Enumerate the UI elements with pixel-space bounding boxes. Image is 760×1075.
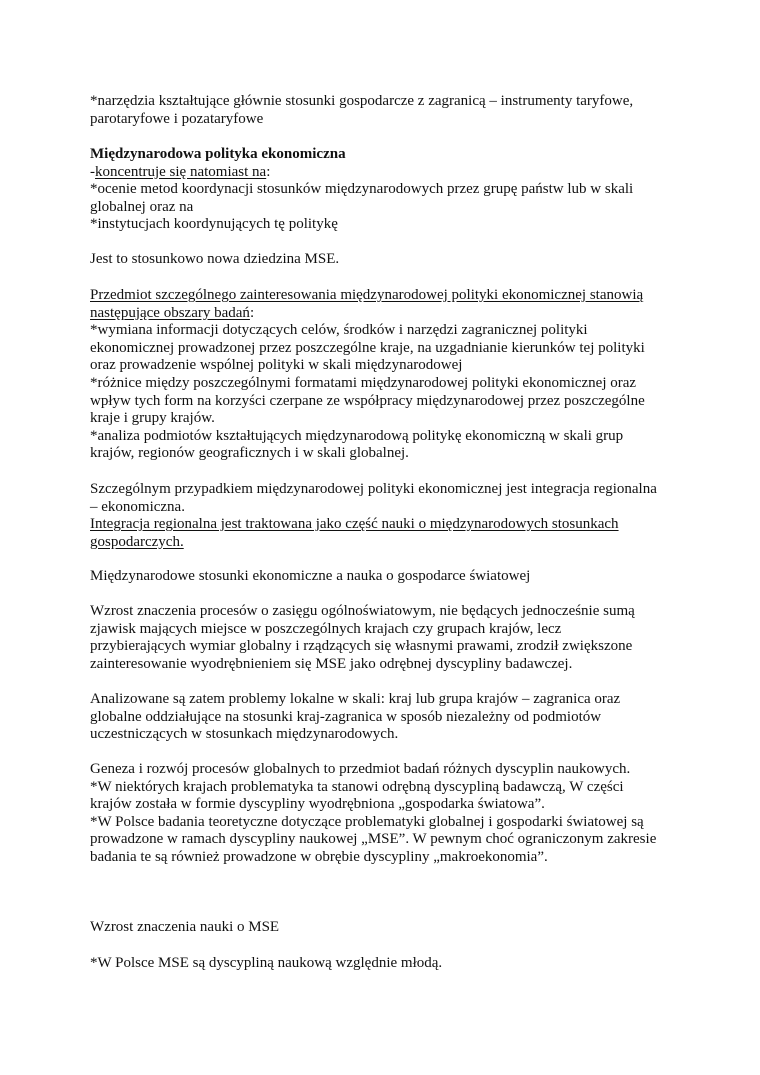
text-line: *analiza podmiotów kształtujących międzynarodową politykę ekonomiczną w skali grup <box>90 427 624 444</box>
text-line: prowadzone w ramach dyscypliny naukowej „MSE”. W pewnym choć ograniczonym zakresie <box>90 831 657 848</box>
paragraph-growth-heading <box>90 919 690 937</box>
underlined-phrase: koncentruje się natomiast na <box>95 163 267 180</box>
text-line: Geneza i rozwój procesów globalnych to przedmiot badań różnych dyscyplin naukowych. <box>90 761 631 777</box>
text-line: globalne oddziałujące na stosunki kraj-zagranica w sposób niezależny od podmiotów <box>90 708 602 725</box>
text-line: – ekonomiczna. <box>90 498 185 515</box>
section-international-economic-policy <box>90 146 690 234</box>
paragraph-poland <box>90 955 690 973</box>
section-heading: Wzrost znaczenia nauki o MSE <box>90 919 280 935</box>
text-line: badania te są również prowadzone w obrębie dyscypliny „makroekonomia”. <box>90 848 548 865</box>
text-line <box>90 164 690 182</box>
section-heading: Międzynarodowa polityka ekonomiczna <box>90 146 346 162</box>
paragraph-instruments <box>90 93 690 128</box>
paragraph-local-problems <box>90 691 690 744</box>
dash-prefix: - <box>90 163 95 180</box>
text-line <box>90 305 690 323</box>
underlined-line: Przedmiot szczególnego zainteresowania międzynarodowej polityki ekonomicznej stanowią <box>90 287 644 303</box>
text-line: ekonomicznej prowadzonej przez poszczególne kraje, na uzgadnianie kierunków tej polityki <box>90 339 645 356</box>
paragraph-research-areas <box>90 287 690 463</box>
text-line: Wzrost znaczenia procesów o zasięgu ogólnoświatowym, nie będących jednocześnie sumą <box>90 603 635 619</box>
text-line: *różnice między poszczególnymi formatami międzynarodowej polityki ekonomicznej oraz <box>90 374 637 391</box>
text-line: *ocenie metod koordynacji stosunków międzynarodowych przez grupę państw lub w skali <box>90 181 634 198</box>
paragraph-genesis <box>90 761 690 867</box>
text-line: globalnej oraz na <box>90 198 194 215</box>
paragraph-regional-integration <box>90 481 690 551</box>
underlined-line: gospodarczych. <box>90 533 184 550</box>
text-line: kraje i grupy krajów. <box>90 410 215 427</box>
text-line: krajów, regionów geograficznych i w skali globalnej. <box>90 445 409 462</box>
text-line: Analizowane są zatem problemy lokalne w skali: kraj lub grupa krajów – zagranica oraz <box>90 691 621 707</box>
text-line: *W niektórych krajach problematyka ta stanowi odrębną dyscypliną badawczą, W części <box>90 778 624 795</box>
text-line: *W Polsce MSE są dyscypliną naukową względnie młodą. <box>90 955 443 971</box>
underlined-line: Integracja regionalna jest traktowana jako część nauki o międzynarodowych stosunkach <box>90 516 619 533</box>
text-line: parotaryfowe i pozataryfowe <box>90 110 264 127</box>
text-line: Szczególnym przypadkiem międzynarodowej polityki ekonomicznej jest integracja regionalna <box>90 481 657 497</box>
text-line: zjawisk mających miejsce w poszczególnych krajach czy grupach krajów, lecz <box>90 620 562 637</box>
text-line: krajów została w formie dyscypliny wyodrębniona „gospodarka światowa”. <box>90 796 545 813</box>
colon: : <box>249 304 255 321</box>
paragraph-mse-heading <box>90 568 690 586</box>
underlined-phrase: następujące obszary badań <box>90 304 250 321</box>
text-line: przybierających wymiar globalny i rządzących się własnymi prawami, zrodził zwiększone <box>90 638 633 655</box>
text-line: Jest to stosunkowo nowa dziedzina MSE. <box>90 251 340 267</box>
text-line: *W Polsce badania teoretyczne dotyczące problematyki globalnej i gospodarki światowej są <box>90 813 644 830</box>
text-line: zainteresowanie wyodrębnieniem się MSE jako odrębnej dyscypliny badawczej. <box>90 655 573 672</box>
paragraph-new-field <box>90 251 690 269</box>
text-line: *wymiana informacji dotyczących celów, środków i narzędzi zagranicznej polityki <box>90 322 588 339</box>
text-line: *narzędzia kształtujące głównie stosunki gospodarcze z zagranicą – instrumenty taryfowe, <box>90 93 634 109</box>
colon: : <box>266 163 271 180</box>
text-line: *instytucjach koordynujących tę politykę <box>90 216 338 233</box>
text-line: uczestniczących w stosunkach międzynarodowych. <box>90 726 399 743</box>
text-line: wpływ tych form na korzyści czerpane ze współpracy międzynarodowej przez poszczególne <box>90 392 645 409</box>
section-heading: Międzynarodowe stosunki ekonomiczne a nauka o gospodarce światowej <box>90 568 531 584</box>
text-line: oraz prowadzenie wspólnej polityki w skali międzynarodowej <box>90 357 463 374</box>
paragraph-global-processes <box>90 603 690 673</box>
